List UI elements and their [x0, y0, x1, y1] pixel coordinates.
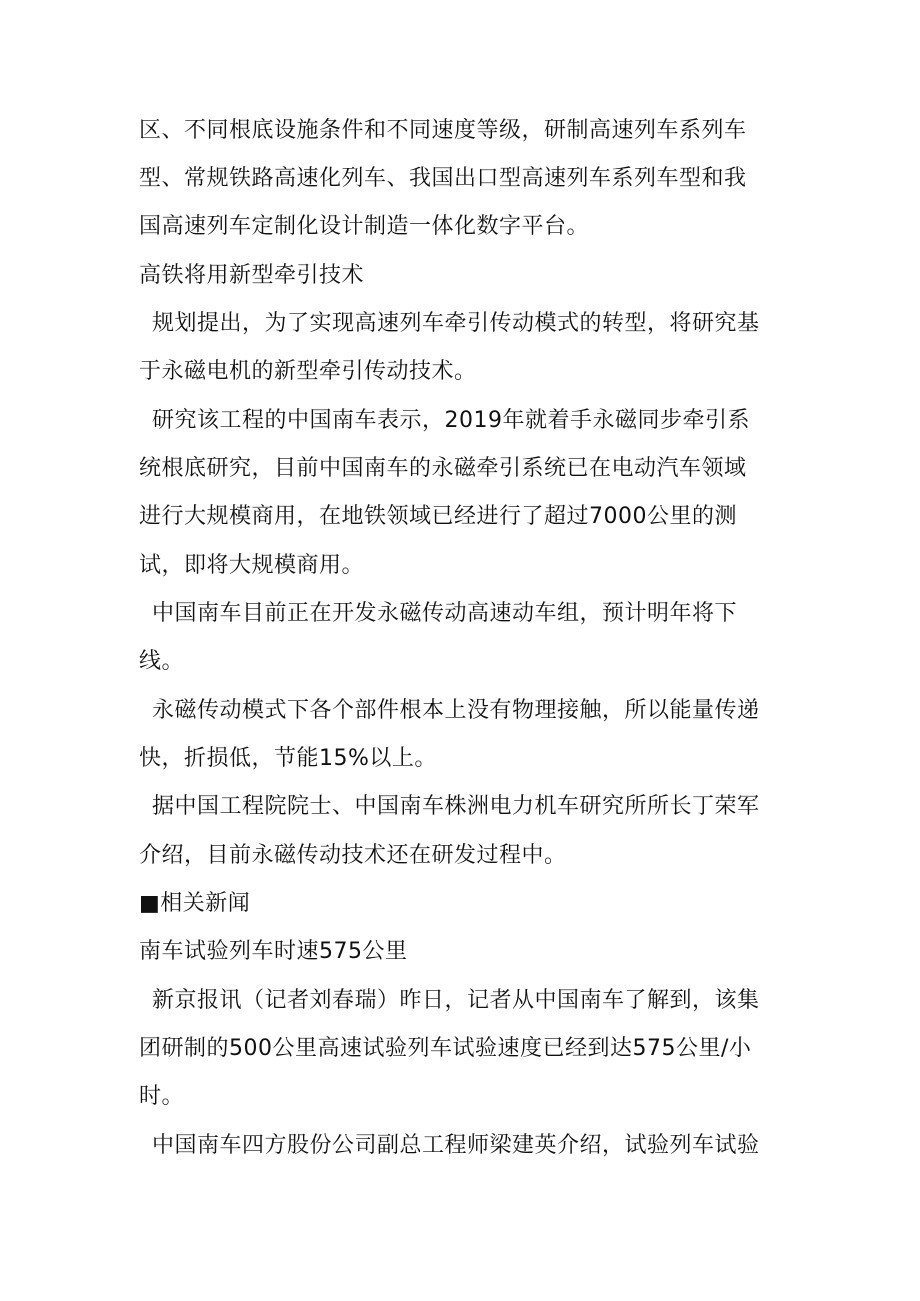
text-line: 规划提出，为了实现高速列车牵引传动模式的转型，将研究基: [152, 311, 760, 336]
text-line: 国高速列车定制化设计制造一体化数字平台。: [139, 214, 590, 239]
text-line: 型、常规铁路高速化列车、我国出口型高速列车系列车型和我: [139, 166, 747, 191]
text-line: 新京报讯（记者刘春瑞）昨日，记者从中国南车了解到，该集: [152, 988, 760, 1013]
text-line: 据中国工程院院士、中国南车株洲电力机车研究所所长丁荣军: [152, 794, 760, 819]
text-line: 中国南车四方股份公司副总工程师梁建英介绍，试验列车试验: [152, 1133, 760, 1158]
text-line: 介绍，目前永磁传动技术还在研发过程中。: [139, 843, 567, 868]
text-line: 永磁传动模式下各个部件根本上没有物理接触，所以能量传递: [152, 698, 760, 723]
text-line: 进行大规模商用，在地铁领域已经进行了超过7000公里的测: [139, 504, 737, 529]
section-heading: 高铁将用新型牵引技术: [139, 263, 365, 288]
text-line: 研究该工程的中国南车表示，2019年就着手永磁同步牵引系: [152, 408, 750, 433]
news-title: 南车试验列车时速575公里: [139, 939, 408, 964]
text-line: 试，即将大规模商用。: [139, 553, 365, 578]
text-line: 中国南车目前正在开发永磁传动高速动车组，预计明年将下: [152, 601, 738, 626]
text-line: 线。: [139, 649, 185, 674]
text-line: 于永磁电机的新型牵引传动技术。: [139, 359, 477, 384]
text-line: 区、不同根底设施条件和不同速度等级，研制高速列车系列车: [139, 118, 747, 143]
text-line: 快，折损低，节能15%以上。: [139, 746, 437, 771]
related-news-heading: ■相关新闻: [139, 891, 251, 916]
text-line: 团研制的500公里高速试验列车试验速度已经到达575公里/小: [139, 1036, 752, 1061]
text-line: 时。: [139, 1084, 185, 1109]
text-line: 统根底研究，目前中国南车的永磁牵引系统已在电动汽车领域: [139, 456, 747, 481]
